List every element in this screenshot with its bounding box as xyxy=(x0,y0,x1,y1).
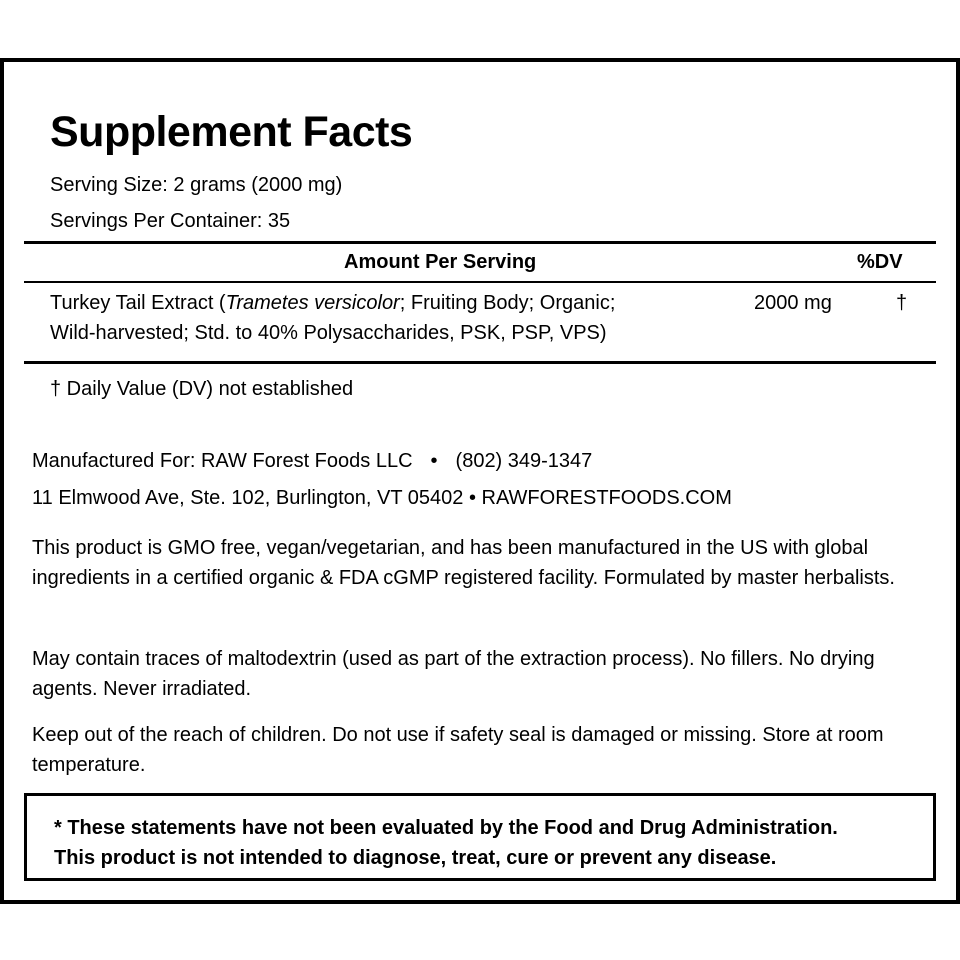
ingredient-latin-name: Trametes versicolor xyxy=(225,292,400,314)
manufacturer-name: Manufactured For: RAW Forest Foods LLC xyxy=(32,450,413,472)
manufacturer-phone: (802) 349-1347 xyxy=(455,450,593,472)
rule-ingredients-bottom xyxy=(24,361,936,364)
manufacturer-line1 xyxy=(32,448,592,474)
header-percent-dv: %DV xyxy=(857,251,903,273)
fda-disclaimer-line2: This product is not intended to diagnose, treat, cure or prevent any disease. xyxy=(54,847,777,869)
rule-header-top xyxy=(24,241,936,244)
maltodextrin-statement: May contain traces of maltodextrin (used as part of the extraction process). No fillers. No drying agents. Never irradiated. xyxy=(32,648,875,700)
dv-footnote: † Daily Value (DV) not established xyxy=(50,378,354,400)
rule-header-bottom xyxy=(24,281,936,283)
page-title: Supplement Facts xyxy=(50,108,413,156)
fda-disclaimer-box xyxy=(24,793,936,881)
gmo-statement: This product is GMO free, vegan/vegetarian, and has been manufactured in the US with global ingredients in a certified organic & FDA cGMP registered facility. Formulated by master herbalists. xyxy=(32,537,895,589)
ingredient-name-line1 xyxy=(50,290,615,316)
header-amount-per-serving: Amount Per Serving xyxy=(344,251,537,273)
safety-statement: Keep out of the reach of children. Do not use if safety seal is damaged or missing. Store at room temperature. xyxy=(32,724,884,776)
ingredient-name-suffix: ; Fruiting Body; Organic; xyxy=(399,292,616,314)
fda-disclaimer xyxy=(54,813,924,873)
bullet-separator: • xyxy=(430,450,438,472)
ingredient-amount: 2000 mg xyxy=(754,292,832,314)
ingredient-dv-dagger: † xyxy=(896,292,908,314)
manufacturer-address: 11 Elmwood Ave, Ste. 102, Burlington, VT 05402 • RAWFORESTFOODS.COM xyxy=(32,487,732,509)
fda-disclaimer-line1: * These statements have not been evaluated by the Food and Drug Administration. xyxy=(54,817,838,839)
servings-per-container: Servings Per Container: 35 xyxy=(50,210,291,232)
ingredient-name-line2: Wild-harvested; Std. to 40% Polysaccharides, PSK, PSP, VPS) xyxy=(50,322,607,344)
ingredient-name-prefix: Turkey Tail Extract ( xyxy=(50,292,226,314)
serving-size: Serving Size: 2 grams (2000 mg) xyxy=(50,174,343,196)
